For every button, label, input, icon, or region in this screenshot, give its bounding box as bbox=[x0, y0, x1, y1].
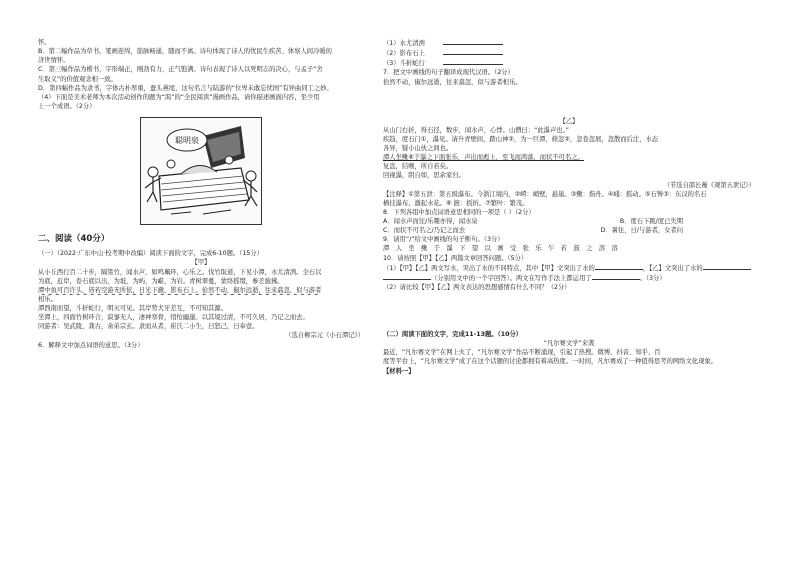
passage-jia-source: （选自柳宗元《小石潭记》） bbox=[285, 332, 364, 340]
option-b: B．度石下跳/度已失期 bbox=[619, 218, 683, 225]
question-6-item bbox=[383, 38, 755, 48]
passage-line: 同游者：吴武陵，龚古，余弟宗玄。隶而从者，崔氏二小生，曰恕己，曰奉壹。 bbox=[38, 323, 259, 331]
passage-line: 疾趋，度石门①，瀑见。请升青壁间，踏山神②，为一巨潭，倏忽②，忽卷忽展，忽散而后注，水态 bbox=[383, 135, 659, 143]
answer-blank[interactable] bbox=[443, 38, 503, 45]
passage-line: 复盘，结喉，所自若矣。 bbox=[383, 163, 453, 171]
answer-blank[interactable] bbox=[383, 273, 431, 280]
text-line: D．第四幅作品为隶书，字体古朴厚重，蚕头燕尾，这句名言与陆游的“位卑未敢忘忧国”有异曲同工之妙。 bbox=[38, 84, 333, 92]
passage-line: 从小丘西行百二十步，隔篁竹，闻水声，如鸣珮环，心乐之。伐竹取道，下见小潭，水尤清洌。全石以 bbox=[38, 268, 322, 276]
part1-heading: （一）（2022·广东中山·校考期中改编）阅读下面的文字，完成6-10题。（15分） bbox=[38, 250, 263, 258]
answer-blank[interactable] bbox=[443, 58, 503, 65]
question-10-part1a bbox=[383, 263, 755, 273]
text-line: B．第二幅作品为草书，笔画连绵，筋脉畅通，随而不离。诗句体现了诗人的忧民生疾苦、体察人间冷暖的 bbox=[38, 48, 332, 56]
question-8-options-row1 bbox=[383, 217, 683, 226]
text-line: 生取义”的价值观念相一致。 bbox=[38, 75, 117, 83]
answer-blank[interactable] bbox=[703, 263, 751, 270]
q10-text-c: （分别用文中的一个字回答）。两文在写作手法上都运用了 bbox=[431, 274, 592, 282]
passage-line: 潭人坐鳅⑥于瀑之下面张乐，声出而彪上，至飞而鸿落，而状不可名之。 bbox=[383, 154, 584, 162]
question-6-items bbox=[383, 38, 755, 68]
cartoon-image bbox=[140, 117, 262, 225]
question-8-options-row2 bbox=[383, 226, 683, 235]
answer-blank[interactable] bbox=[595, 263, 643, 270]
left-column bbox=[38, 38, 364, 350]
passage-line: 各异，疑小山伙之间也。 bbox=[383, 145, 453, 152]
passage-notes bbox=[383, 190, 755, 208]
question-4-options bbox=[38, 38, 364, 111]
question-7: 7．把文中画线的句子翻译成现代汉语。（2分） bbox=[383, 69, 514, 77]
passage-line: 为底，近岸，卷石底以出，为坻，为屿，为嵁，为岩。青树翠蔓，蒙络摇缀，参差披拂。 bbox=[38, 277, 284, 285]
text-line: C．第三幅作品为楷书，字形端正，刚劲有力，正气饱满。诗句表现了诗人以死明志的决心，与孟子“舍 bbox=[38, 66, 323, 74]
material-label: 【材料一】 bbox=[383, 367, 415, 375]
question-10-part2: （2）请比较【甲】【乙】两文表达的思想感情有什么不同？（2分） bbox=[383, 283, 571, 291]
passage-yi-label: 【乙】 bbox=[559, 117, 579, 125]
q10-text-d: 。（3分） bbox=[639, 274, 666, 282]
article-body bbox=[383, 348, 755, 366]
item-label: （1）水尤清洌 bbox=[383, 40, 425, 47]
option-c: C．而状不可名之/乃记之而去 bbox=[383, 227, 466, 235]
question-10: 10．请按照【甲】【乙】两篇文章回答问题。（5分） bbox=[383, 254, 528, 262]
cartoon-label: 聪明泉 bbox=[175, 136, 199, 145]
article-line: 最近，“凡尔赛文学”在网上火了，“凡尔赛文学”作品不断涌现，引起了热搜。微博、抖音、知乎、百 bbox=[383, 349, 661, 357]
note-line: 横挂瀑布，激起水花。⑥ 摭：扳折。⑦繁叶：繁茂。 bbox=[383, 199, 529, 207]
answer-blank[interactable] bbox=[443, 48, 503, 55]
option-d: D．暑往，日/与游者，女者问 bbox=[600, 227, 683, 235]
text-line: （4）下面是美术老师为本次活动创作的题为“渴”的“全民阅读”漫画作品，请你描述画面内容，至少用 bbox=[38, 93, 320, 101]
q10-text-b: ，【乙】文突出了水的 bbox=[642, 264, 703, 272]
article-line: 度等平台上，“凡尔赛文学”成了在这个话题的讨论都拥有着高热度。一时间，凡尔赛成了一种值得思考的网络文化现象。 bbox=[383, 358, 717, 366]
passage-line: 回视瀑，阴自如，思余家归。 bbox=[383, 172, 465, 180]
text-line: 上一个成语。（2分） bbox=[38, 102, 96, 110]
item-label: （2）影布石上 bbox=[383, 50, 425, 58]
passage-line: 潭中鱼可百许头，皆若空游无所依，日光下澈，影布石上。佁然不动，俶尔远逝，往来翕忽，似与游者 bbox=[38, 286, 322, 294]
answer-blank[interactable] bbox=[592, 273, 640, 280]
question-9: 9．请用“/”给文中画线的句子断句。（3分） bbox=[383, 236, 504, 244]
note-line: 【注释】①第五泄：第五级瀑布。今浙江境内，②崿：峭壁，悬崖。③鳅：指舟。④㟞：摇动。⑤石镈③：东汉的名石 bbox=[383, 190, 707, 198]
question-6: 6．解释文中加点词语的意思。（3分） bbox=[38, 341, 144, 349]
q10-text-a: （1）【甲】【乙】两文写水，突出了水的不同特点，其中【甲】文突出了水的 bbox=[383, 264, 595, 272]
passage-line: 从山门右折，得石径，数步，闻水声，心悸。山僧曰：“此瀑声也。” bbox=[383, 126, 569, 134]
question-9-chars: 潭人坐鳅于瀑下望以画受张乐乍若鼓之溶溶 bbox=[383, 245, 625, 253]
passage-line: 潭西南而望，斗折蛇行，明灭可见。其岸势犬牙差互，不可知其源。 bbox=[38, 305, 227, 313]
part2-heading: （二）阅读下面的文字，完成11-13题。（10分） bbox=[383, 331, 523, 338]
article-title: “凡尔赛文学”来袭 bbox=[543, 340, 595, 348]
right-column bbox=[383, 38, 755, 376]
item-label: （3）斗折蛇行 bbox=[383, 60, 425, 68]
text-line: 济世情怀。 bbox=[38, 57, 70, 65]
option-a: A．闻水声而往/乐趣亦得，闻水泉 bbox=[383, 218, 478, 225]
passage-jia bbox=[38, 268, 364, 332]
text-line: 怀。 bbox=[38, 39, 51, 46]
question-7-sentence: 佁然不动，俶尔远逝，往来翕忽，似与游者相乐。 bbox=[383, 78, 522, 86]
passage-line: 坐潭上，四面竹树环合，寂寥无人，凄神寒骨，悄怆幽邃。以其境过清，不可久居，乃记之而去。 bbox=[38, 314, 309, 322]
question-8: 8．下列各组中加点词语意思相同的一项是（ ）（2分） bbox=[383, 208, 535, 216]
section-heading: 二、阅读（40分） bbox=[38, 234, 110, 244]
question-10-part1b bbox=[383, 273, 755, 283]
passage-yi-source: （节选自邵长蘅《观第五泄记》） bbox=[663, 181, 755, 189]
passage-yi bbox=[383, 126, 755, 181]
passage-jia-label: 【甲】 bbox=[191, 259, 211, 267]
cartoon-drawing bbox=[141, 118, 261, 224]
answer-space bbox=[383, 292, 755, 330]
question-6-item bbox=[383, 48, 755, 58]
question-6-item bbox=[383, 58, 755, 68]
answer-space bbox=[383, 87, 755, 117]
passage-line: 相乐。 bbox=[38, 295, 57, 303]
